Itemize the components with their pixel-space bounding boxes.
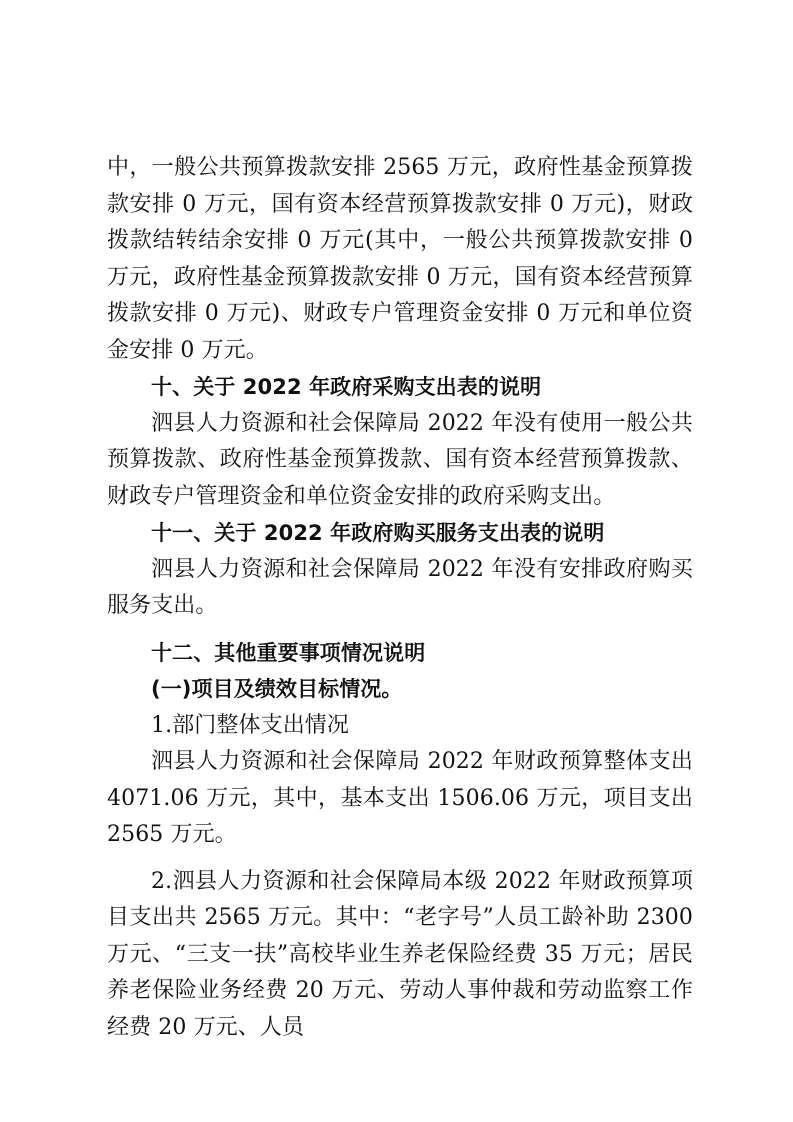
section-11-body: 泗县人力资源和社会保障局 2022 年没有安排政府购买服务支出。 xyxy=(107,556,693,618)
document-body xyxy=(107,150,693,1046)
section-10-body: 泗县人力资源和社会保障局 2022 年没有使用一般公共预算拨款、政府性基金预算拨款、国有资本经营预算拨款、财政专户管理资金和单位资金安排的政府采购支出。 xyxy=(107,410,693,509)
item-1-body: 泗县人力资源和社会保障局 2022 年财政预算整体支出 4071.06 万元，其中，基本支出 1506.06 万元，项目支出 2565 万元。 xyxy=(107,749,693,847)
section-12-subheading-1: (一)项目及绩效目标情况。 xyxy=(151,677,403,701)
paragraph-budget-continuation: 中，一般公共预算拨款安排 2565 万元，政府性基金预算拨款安排 0 万元，国有资本经营预算拨款安排 0 万元)，财政拨款结转结余安排 0 万元(其中，一般公共预算拨款安排 0 万元，政府性基金预算拨款安排 0 万元，国有资本经营预算拨款安排 0 万元)、财政专户管理资金安排 0 万元和单位资金安排 0 万元。 xyxy=(107,155,693,363)
section-10-heading: 十、关于 2022 年政府采购支出表的说明 xyxy=(151,375,542,399)
section-11-heading: 十一、关于 2022 年政府购买服务支出表的说明 xyxy=(151,521,605,545)
item-1-title: 1.部门整体支出情况 xyxy=(151,712,349,738)
section-12-heading: 十二、其他重要事项情况说明 xyxy=(151,640,426,665)
item-2-body: 2.泗县人力资源和社会保障局本级 2022 年财政预算项目支出共 2565 万元。其中：“老字号”人员工龄补助 2300 万元、“三支一扶”高校毕业生养老保险经费 35 万元；居民养老保险业务经费 20 万元、劳动人事仲裁和劳动监察工作经费 20 万元、人员 xyxy=(107,868,693,1040)
